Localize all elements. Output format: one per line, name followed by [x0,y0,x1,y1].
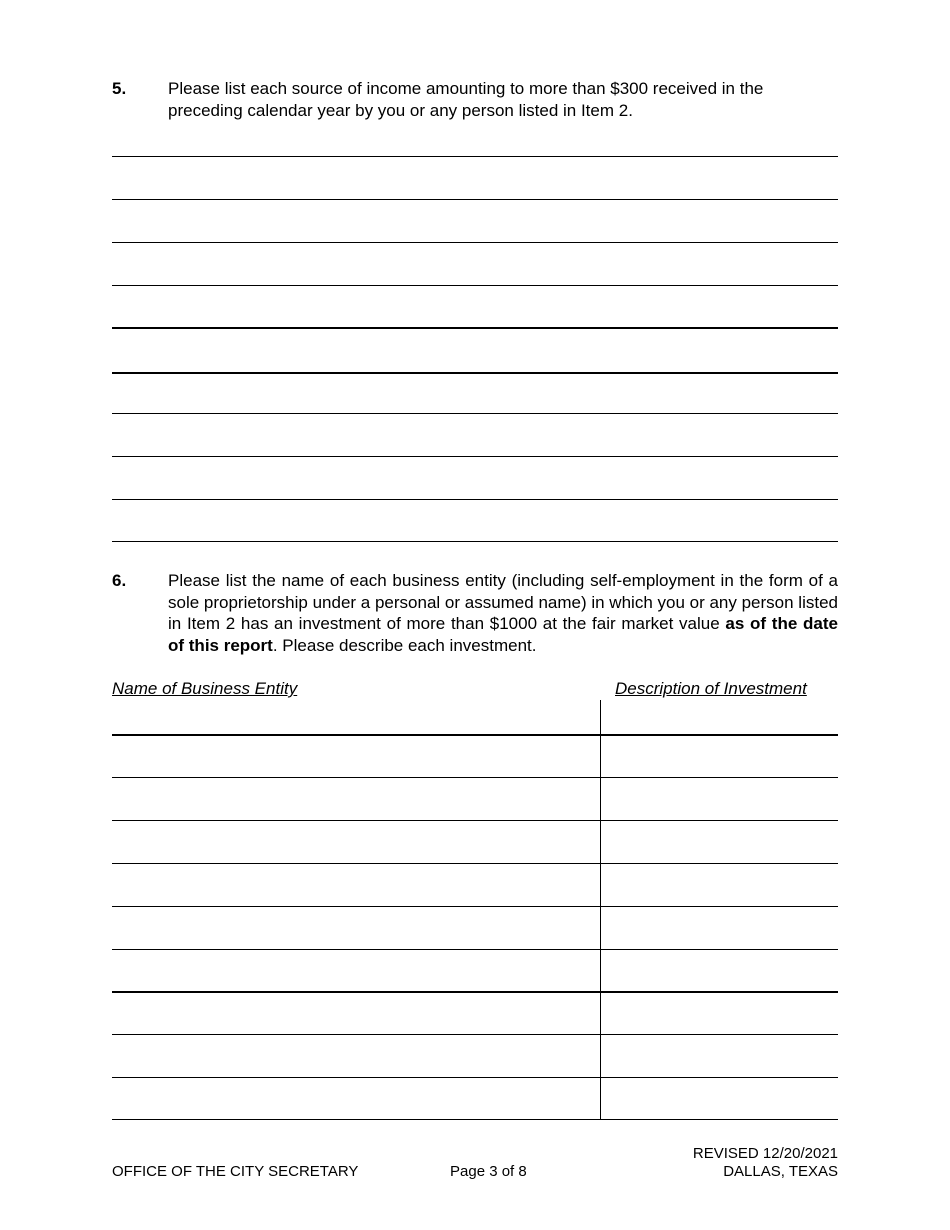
question-5-number: 5. [112,79,127,98]
answer-line [112,413,838,414]
footer-location: DALLAS, TEXAS [723,1163,838,1180]
answer-line [112,456,838,457]
footer-office: OFFICE OF THE CITY SECRETARY [112,1163,359,1180]
answer-line [112,499,838,500]
question-5-text: Please list each source of income amounting to more than $300 received in the preceding calendar year by you or any person listed in Item 2. [168,79,764,120]
answer-line [112,156,838,157]
table-row-line [112,991,838,993]
footer-revised: REVISED 12/20/2021 [692,1145,838,1162]
column-header-description: Description of Investment [615,679,807,698]
question-6-number: 6. [112,571,127,590]
table-row-line [112,734,838,736]
question-6-text-part2: . Please describe each investment. [272,635,537,655]
answer-line [112,199,838,200]
footer-page-number: Page 3 of 8 [450,1163,527,1180]
column-divider [600,700,601,1119]
answer-line [112,285,838,286]
answer-line [112,541,838,542]
answer-line [112,327,838,329]
table-row-line [112,863,838,864]
table-row-line [112,777,838,778]
table-row-line [112,1119,838,1120]
question-6-text-part1: Please list the name of each business entity (including self-employment in the form of a sole proprietorship under a personal or assumed name) in which you or any person listed in Item 2 has an investment of more than $1000 at the fair market value [168,571,838,633]
question-6-text [168,570,838,656]
table-row-line [112,906,838,907]
table-row-line [112,820,838,821]
answer-line [112,372,838,374]
answer-line [112,242,838,243]
question-6-text-bold: as of the date of this report [168,614,838,655]
table-row-line [112,1077,838,1078]
table-row-line [112,1034,838,1035]
column-header-business-entity: Name of Business Entity [112,679,298,698]
table-row-line [112,949,838,950]
